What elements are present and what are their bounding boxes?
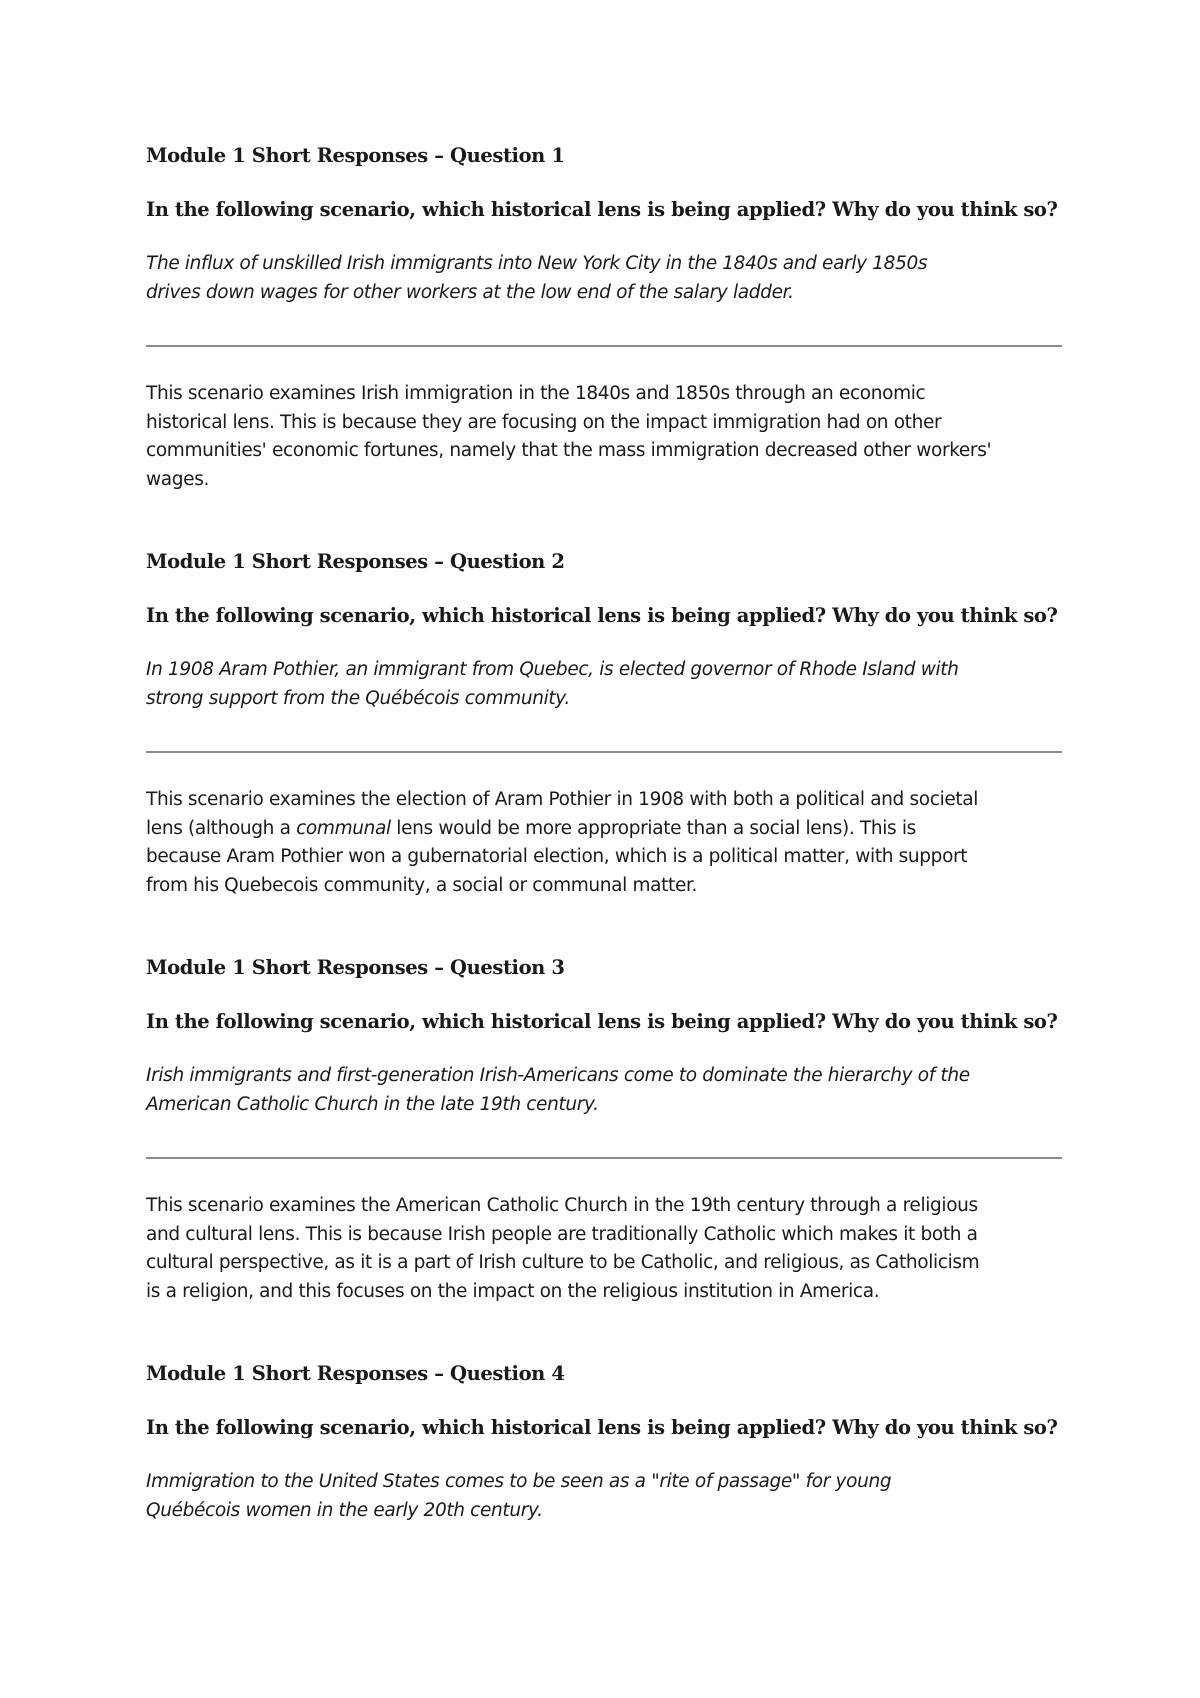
scenario-text — [146, 1468, 1062, 1525]
answer-fragment: lens (although a — [146, 817, 297, 839]
answer-line: wages. — [146, 468, 210, 490]
answer-line: This scenario examines the American Catholic Church in the 19th century through a religious — [146, 1195, 978, 1216]
scenario-line: In 1908 Aram Pothier, an immigrant from Quebec, is elected governor of Rhode Island with — [146, 659, 959, 680]
question-block-4 — [146, 1360, 1062, 1525]
scenario-line: strong support from the Québécois community. — [146, 687, 570, 709]
scenario-line: The influx of unskilled Irish immigrants into New York City in the 1840s and early 1850s — [146, 253, 928, 274]
question-block-2 — [146, 548, 1062, 900]
divider-line — [146, 345, 1062, 347]
question-heading: Module 1 Short Responses – Question 1 — [146, 144, 565, 167]
scenario-line: Québécois women in the early 20th century. — [146, 1499, 543, 1521]
scenario-line: Irish immigrants and first-generation Irish-Americans come to dominate the hierarchy of the — [146, 1065, 970, 1086]
question-heading: Module 1 Short Responses – Question 2 — [146, 550, 565, 573]
scenario-text — [146, 1062, 1062, 1119]
answer-text — [146, 1192, 1062, 1306]
scenario-text — [146, 656, 1062, 713]
answer-line: because Aram Pothier won a gubernatorial election, which is a political matter, with support — [146, 846, 968, 867]
question-prompt: In the following scenario, which historical lens is being applied? Why do you think so? — [146, 1416, 1058, 1439]
divider-line — [146, 751, 1062, 753]
answer-line — [146, 815, 1062, 844]
question-prompt: In the following scenario, which historical lens is being applied? Why do you think so? — [146, 604, 1058, 627]
question-heading: Module 1 Short Responses – Question 4 — [146, 1362, 565, 1385]
question-heading: Module 1 Short Responses – Question 3 — [146, 956, 565, 979]
question-prompt: In the following scenario, which historical lens is being applied? Why do you think so? — [146, 1010, 1058, 1033]
answer-line: is a religion, and this focuses on the impact on the religious institution in America. — [146, 1280, 880, 1302]
question-block-3 — [146, 954, 1062, 1306]
question-block-1 — [146, 142, 1062, 494]
document-content — [146, 142, 1062, 1525]
emphasized-word: communal — [296, 817, 391, 839]
answer-line: This scenario examines the election of Aram Pothier in 1908 with both a political and societal — [146, 789, 979, 810]
answer-line: communities' economic fortunes, namely that the mass immigration decreased other workers' — [146, 440, 992, 461]
answer-text — [146, 786, 1062, 900]
answer-line: cultural perspective, as it is a part of Irish culture to be Catholic, and religious, as Catholicism — [146, 1252, 980, 1273]
answer-line: historical lens. This is because they are focusing on the impact immigration had on other — [146, 411, 942, 433]
answer-line: This scenario examines Irish immigration in the 1840s and 1850s through an economic — [146, 383, 926, 404]
scenario-line: drives down wages for other workers at the low end of the salary ladder. — [146, 281, 794, 303]
answer-line: from his Quebecois community, a social or communal matter. — [146, 874, 698, 896]
answer-text — [146, 380, 1062, 494]
divider-line — [146, 1157, 1062, 1159]
scenario-text — [146, 250, 1062, 307]
answer-fragment: lens would be more appropriate than a social lens). This is — [390, 817, 916, 839]
scenario-line: American Catholic Church in the late 19th century. — [146, 1093, 599, 1115]
scenario-line: Immigration to the United States comes to be seen as a "rite of passage" for young — [146, 1471, 892, 1492]
question-prompt: In the following scenario, which historical lens is being applied? Why do you think so? — [146, 198, 1058, 221]
answer-line: and cultural lens. This is because Irish people are traditionally Catholic which makes it both a — [146, 1223, 978, 1245]
